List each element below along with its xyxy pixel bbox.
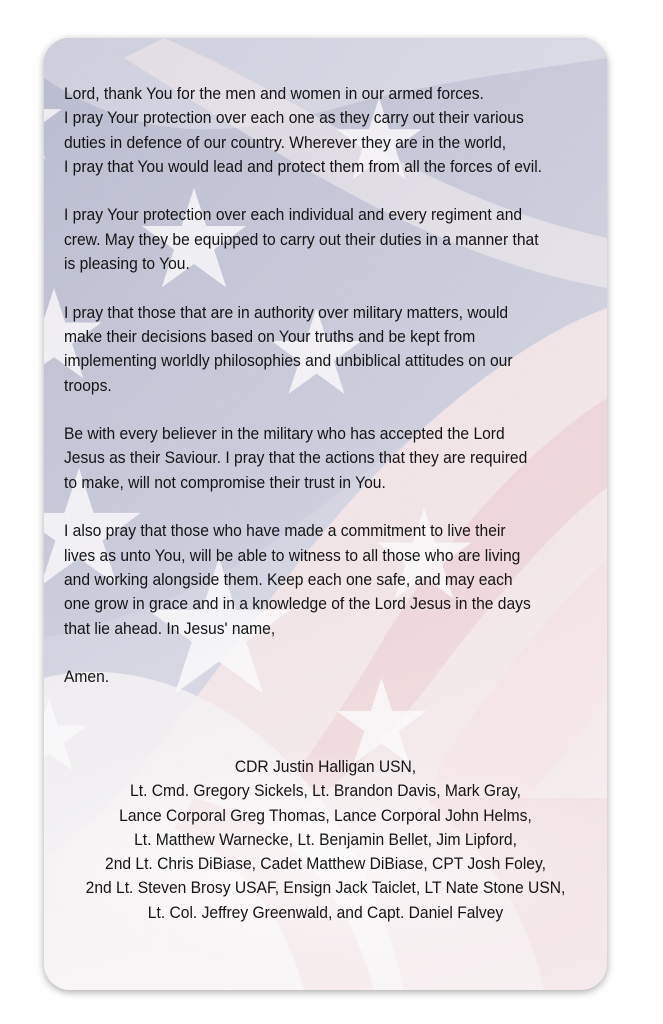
prayer-line: one grow in grace and in a knowledge of the Lord Jesus in the days <box>64 594 531 614</box>
signer-line: Lt. Cmd. Gregory Sickels, Lt. Brandon Davis, Mark Gray, <box>130 781 521 801</box>
signers-list <box>44 755 607 925</box>
prayer-line: lives as unto You, will be able to witness to all those who are living <box>64 545 521 565</box>
prayer-line: I pray that those that are in authority over military matters, would <box>64 302 509 322</box>
prayer-line: troops. <box>64 375 112 395</box>
signer-line: Lt. Col. Jeffrey Greenwald, and Capt. Daniel Falvey <box>147 902 504 922</box>
prayer-line: is pleasing to You. <box>64 254 190 274</box>
prayer-line: I pray that You would lead and protect them from all the forces of evil. <box>64 156 543 176</box>
prayer-line: Lord, thank You for the men and women in our armed forces. <box>64 84 484 103</box>
signer-line: Lance Corporal Greg Thomas, Lance Corporal John Helms, <box>119 805 532 825</box>
prayer-line: to make, will not compromise their trust in You. <box>64 472 386 492</box>
prayer-line: crew. May they be equipped to carry out their duties in a manner that <box>64 229 539 249</box>
signer-line: Lt. Matthew Warnecke, Lt. Benjamin Bellet, Jim Lipford, <box>134 829 517 849</box>
prayer-paragraph <box>64 203 566 276</box>
signer-line: 2nd Lt. Steven Brosy USAF, Ensign Jack Taiclet, LT Nate Stone USN, <box>85 878 566 898</box>
prayer-line: I also pray that those who have made a commitment to live their <box>64 521 506 541</box>
prayer-paragraph <box>64 422 566 495</box>
prayer-line: that lie ahead. In Jesus' name, <box>64 618 276 638</box>
prayer-line: implementing worldly philosophies and unbiblical attitudes on our <box>64 351 513 371</box>
signer-line: 2nd Lt. Chris DiBiase, Cadet Matthew DiBiase, CPT Josh Foley, <box>105 854 546 874</box>
prayer-line: make their decisions based on Your truths and be kept from <box>64 326 476 346</box>
prayer-line: I pray Your protection over each individual and every regiment and <box>64 205 523 225</box>
prayer-line: I pray Your protection over each one as they carry out their various <box>64 108 524 128</box>
prayer-paragraph <box>64 519 566 640</box>
prayer-line: and working alongside them. Keep each one safe, and may each <box>64 569 513 589</box>
signer-line: CDR Justin Halligan USN, <box>234 757 417 776</box>
prayer-line: Jesus as their Saviour. I pray that the actions that they are required <box>64 448 528 468</box>
prayer-paragraph <box>64 82 566 179</box>
prayer-text <box>64 82 566 714</box>
prayer-line: Be with every believer in the military who has accepted the Lord <box>64 424 505 444</box>
prayer-card <box>44 38 607 990</box>
prayer-paragraph <box>64 301 566 398</box>
prayer-closing: Amen. <box>64 667 110 687</box>
prayer-line: duties in defence of our country. Wherever they are in the world, <box>64 132 507 152</box>
